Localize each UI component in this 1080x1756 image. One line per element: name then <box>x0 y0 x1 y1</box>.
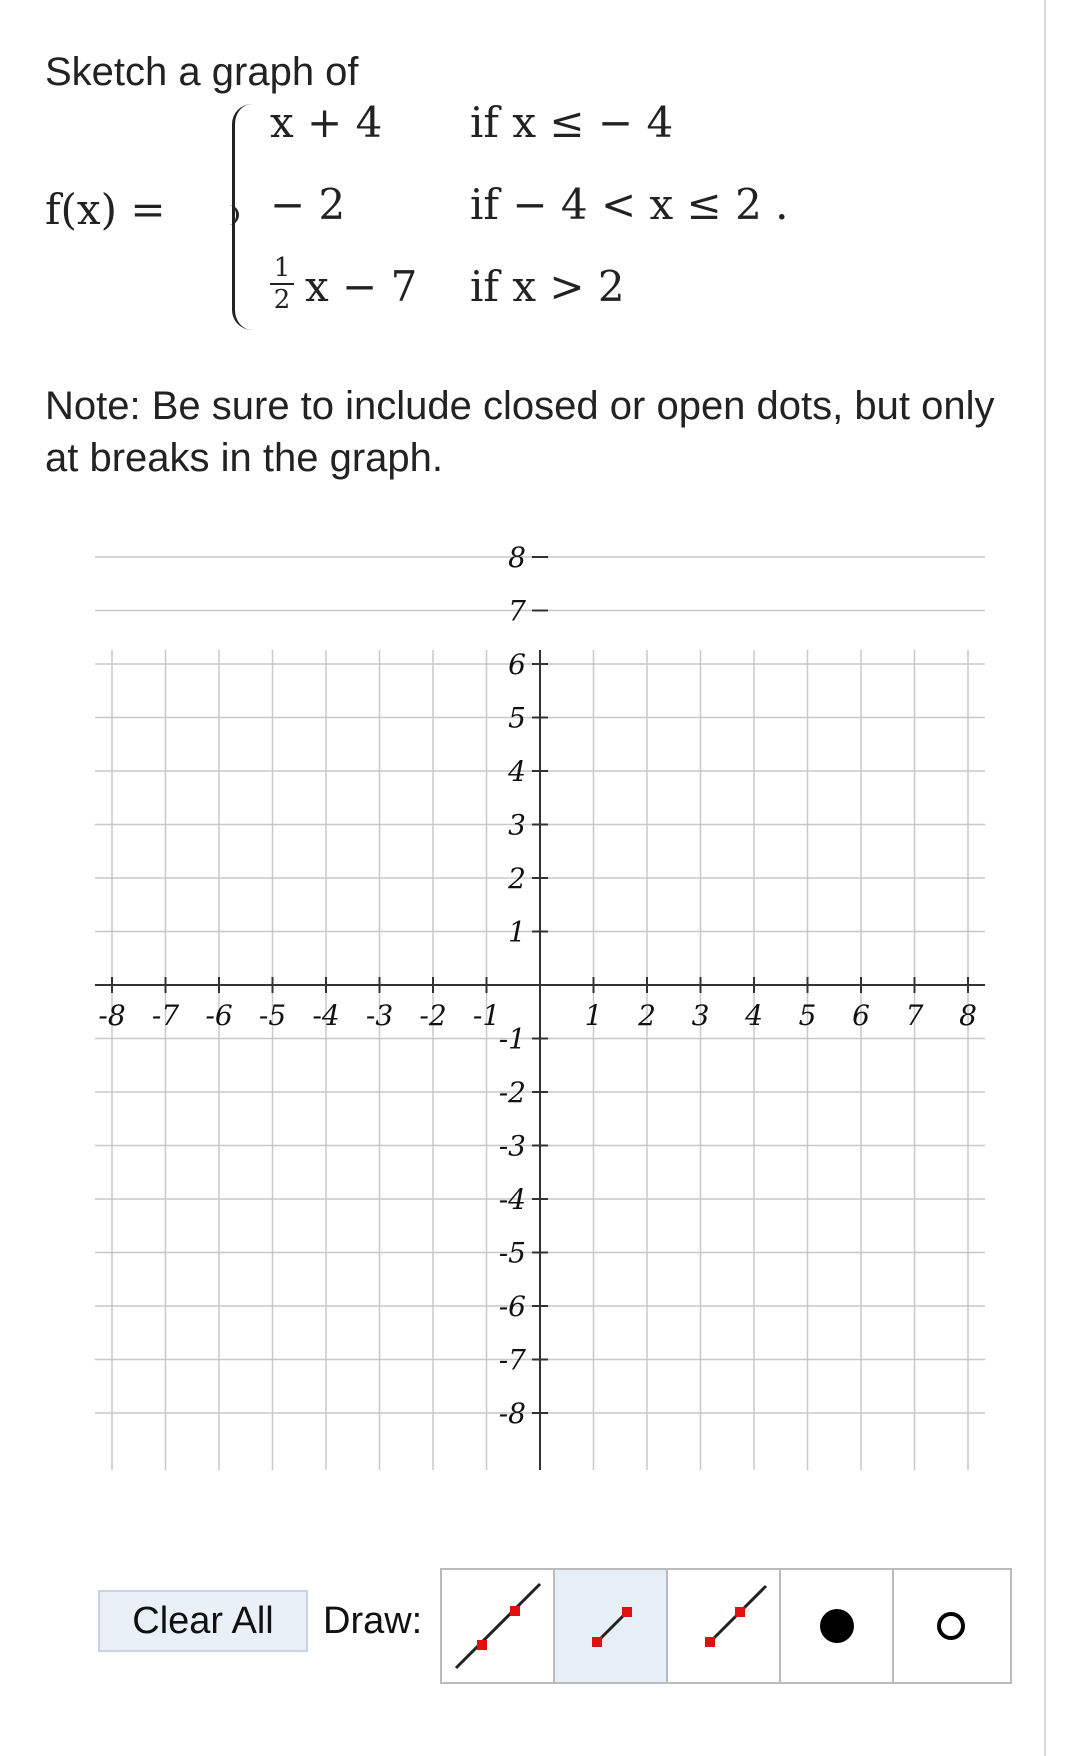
case-3-cond: if x > 2 <box>470 262 625 311</box>
case-1-cond: if x ≤ − 4 <box>470 98 674 147</box>
page-right-border <box>1044 0 1046 1756</box>
y-tick-label: 4 <box>508 755 526 788</box>
x-tick-label: -7 <box>151 999 180 1032</box>
ray-icon <box>674 1576 774 1676</box>
x-tick-label: -4 <box>312 999 340 1032</box>
case-3-expr: x − 7 <box>305 262 418 311</box>
y-tick-label: 7 <box>508 594 526 628</box>
case-3-fraction <box>270 255 294 313</box>
y-tick-label: 6 <box>508 648 526 681</box>
x-tick-label: -6 <box>205 999 233 1032</box>
x-tick-label: 8 <box>959 999 977 1032</box>
draw-tools <box>440 1568 1012 1684</box>
draw-label: Draw: <box>323 1600 423 1642</box>
note-text: Note: Be sure to include closed or open dots, but only at breaks in the graph. <box>45 384 995 480</box>
x-tick-label: 5 <box>798 999 817 1032</box>
line-tool[interactable] <box>442 1570 555 1682</box>
piecewise-brace-tip <box>220 205 239 225</box>
open-dot-icon <box>901 1576 1001 1676</box>
question-intro: Sketch a graph of <box>45 50 359 94</box>
open-dot-tool[interactable] <box>894 1570 1007 1682</box>
y-tick-label: 8 <box>508 541 526 574</box>
x-tick-label: 2 <box>638 999 656 1032</box>
clear-all-button[interactable]: Clear All <box>98 1590 308 1652</box>
x-tick-label: 4 <box>745 999 763 1032</box>
segment-icon <box>561 1576 661 1676</box>
x-tick-label: -3 <box>365 999 394 1032</box>
y-tick-label: -4 <box>498 1183 526 1216</box>
y-tick-label: -7 <box>498 1343 526 1377</box>
y-tick-label: -1 <box>498 1022 526 1056</box>
segment-tool[interactable] <box>555 1570 668 1682</box>
x-tick-label: 6 <box>852 999 870 1032</box>
x-tick-label: 1 <box>584 999 603 1032</box>
y-tick-label: 1 <box>508 915 526 949</box>
y-tick-label: 3 <box>508 808 526 842</box>
y-tick-label: -2 <box>498 1076 526 1109</box>
y-tick-label: 2 <box>508 862 526 895</box>
y-tick-label: -5 <box>498 1236 526 1270</box>
x-tick-label: -2 <box>419 999 447 1032</box>
case-2-expr: − 2 <box>270 180 346 229</box>
x-tick-label: -5 <box>258 999 287 1032</box>
x-tick-label: 7 <box>905 999 924 1032</box>
function-label: f(x) = <box>45 185 166 234</box>
x-axis-tick-labels <box>98 999 977 1032</box>
y-tick-label: 5 <box>508 701 526 735</box>
x-tick-label: -1 <box>472 999 501 1032</box>
x-tick-label: -8 <box>98 999 126 1032</box>
closed-dot-icon <box>787 1576 887 1676</box>
line-icon <box>448 1576 548 1676</box>
fraction-numerator: 1 <box>273 253 291 283</box>
ray-tool[interactable] <box>668 1570 781 1682</box>
y-tick-label: -3 <box>498 1129 526 1163</box>
x-tick-label: 3 <box>691 999 710 1032</box>
y-tick-label: -8 <box>498 1397 526 1430</box>
closed-dot-tool[interactable] <box>781 1570 894 1682</box>
y-tick-label: -6 <box>498 1290 526 1323</box>
case-1-expr: x + 4 <box>270 98 383 147</box>
case-2-cond: if − 4 < x ≤ 2 . <box>470 180 789 229</box>
fraction-denominator: 2 <box>273 285 291 315</box>
graph-canvas[interactable] <box>0 541 1000 1540</box>
